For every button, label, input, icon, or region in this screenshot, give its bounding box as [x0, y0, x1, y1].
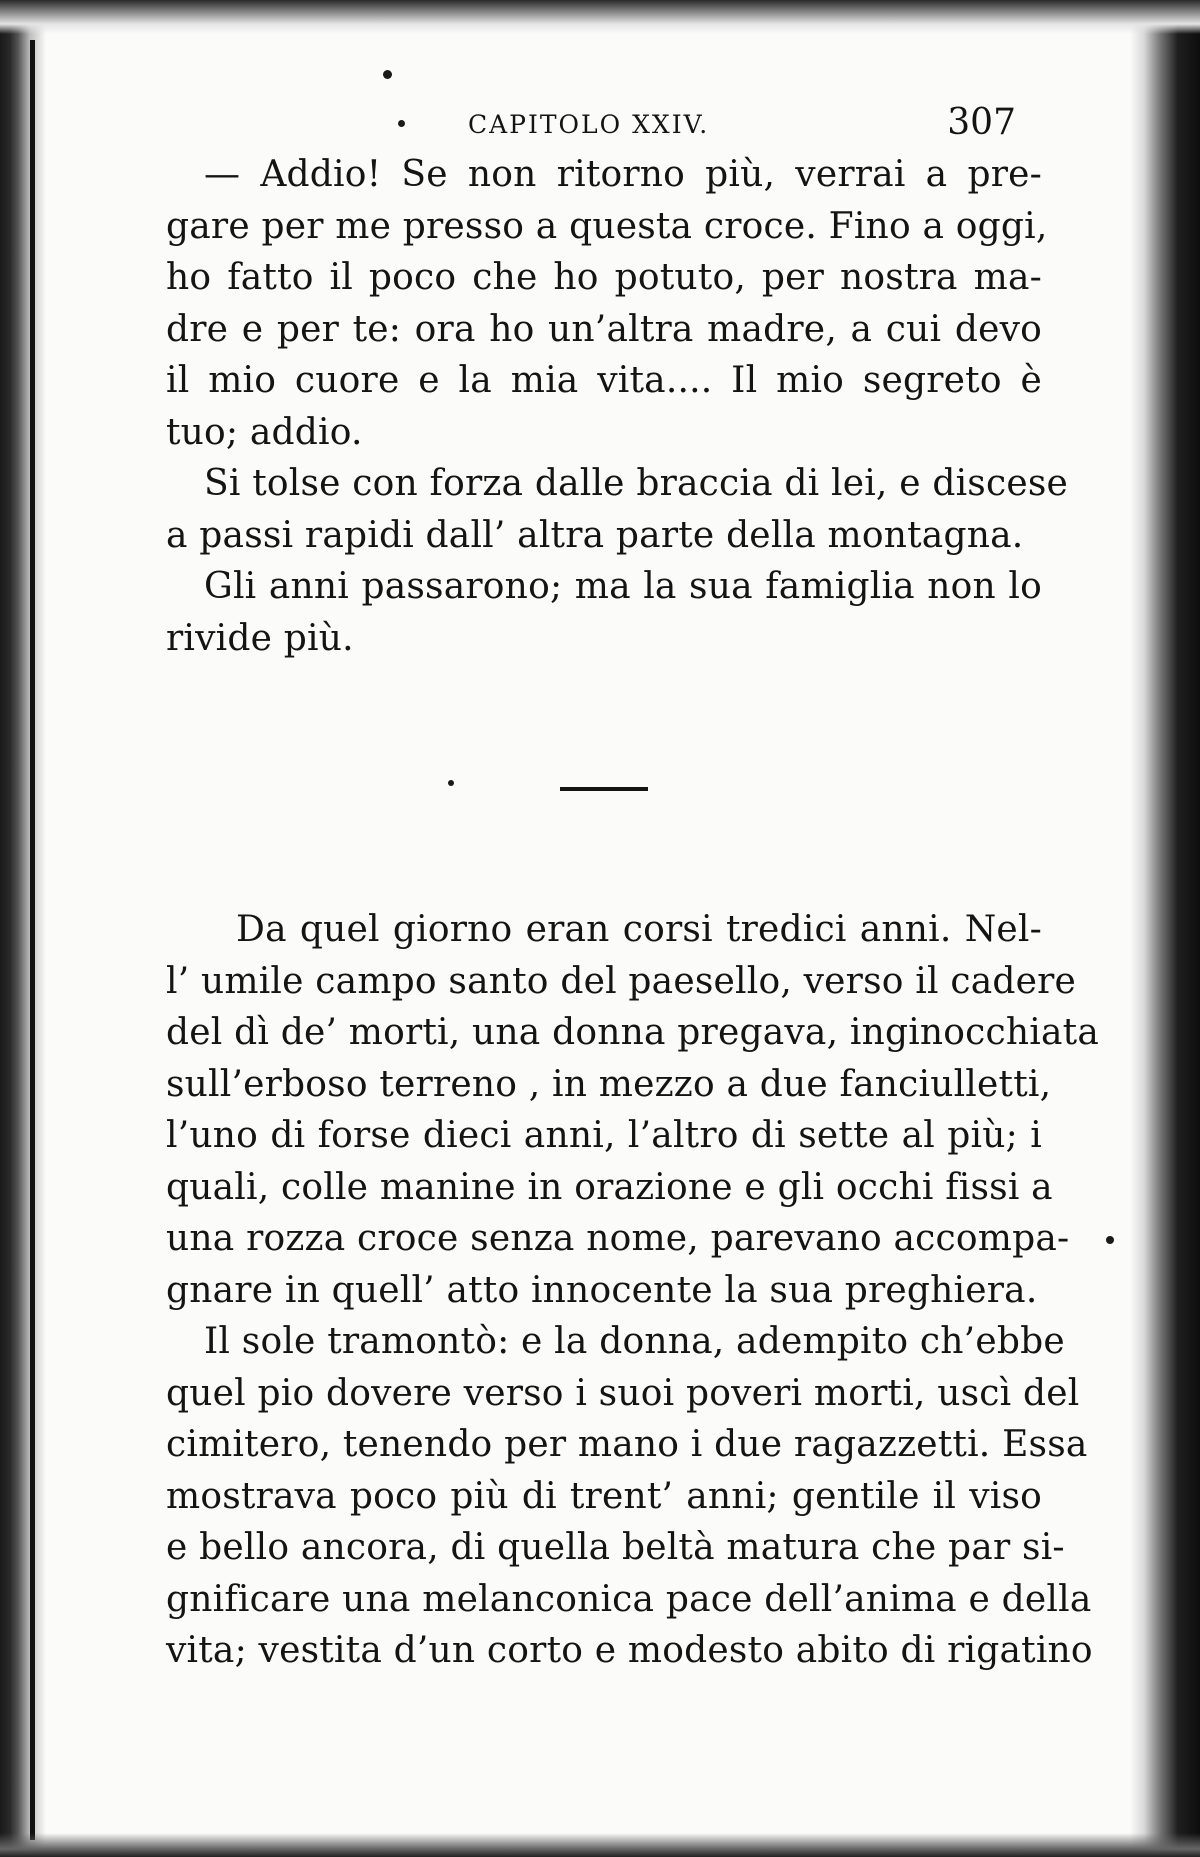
- text-line: cimitero, tenendo per mano i due ragazzetti. Essa: [166, 1424, 1088, 1465]
- ink-speck: [448, 780, 454, 786]
- text-line: Gli anni passarono; ma la sua famiglia non lo: [204, 566, 1042, 607]
- top-scan-edge: [0, 0, 1200, 34]
- text-line: gnificare una melanconica pace dell’anima e della: [166, 1578, 1092, 1620]
- text-line: ho fatto il poco che ho potuto, per nostra ma-: [166, 257, 1042, 298]
- bottom-scan-edge: [0, 1833, 1200, 1857]
- right-binding-edge: [1130, 0, 1200, 1857]
- text-line: l’uno di forse dieci anni, l’altro di sette al più; i: [166, 1115, 1042, 1156]
- text-line: l’ umile campo santo del paesello, verso il cadere: [166, 960, 1077, 1002]
- text-line: del dì de’ morti, una donna pregava, inginocchiata: [166, 1012, 1099, 1053]
- text-section-2: [166, 904, 1099, 1677]
- text-line: a passi rapidi dall’ altra parte della montagna.: [166, 514, 1024, 556]
- text-line: mostrava poco più di trent’ anni; gentile il viso: [166, 1475, 1042, 1517]
- text-line: rivide più.: [166, 617, 354, 659]
- ink-speck: [383, 70, 392, 79]
- text-line: tuo; addio.: [166, 411, 363, 453]
- text-line: una rozza croce senza nome, parevano accompa-: [166, 1218, 1070, 1259]
- page-number: 307: [947, 102, 1016, 143]
- section-separator-rule: [560, 787, 648, 791]
- page-header: [166, 100, 1042, 150]
- text-line: gare per me presso a questa croce. Fino a oggi,: [166, 205, 1048, 247]
- text-line: il mio cuore e la mia vita.... Il mio segreto è: [166, 360, 1042, 401]
- running-head: CAPITOLO XXIV.: [468, 110, 710, 139]
- text-line: dre e per te: ora ho un’altra madre, a cui devo: [166, 308, 1042, 350]
- text-line: Da quel giorno eran corsi tredici anni. Nel-: [236, 909, 1042, 950]
- text-line: — Addio! Se non ritorno più, verrai a pre-: [204, 154, 1042, 195]
- text-section-1: [166, 149, 1069, 664]
- left-binding-line: [30, 40, 35, 1840]
- text-line: quel pio dovere verso i suoi poveri morti, uscì del: [166, 1372, 1080, 1414]
- text-line: gnare in quell’ atto innocente la sua preghiera.: [166, 1269, 1038, 1311]
- text-line: sull’erboso terreno , in mezzo a due fanciulletti,: [166, 1063, 1052, 1105]
- text-line: Il sole tramontò: e la donna, adempito ch’ebbe: [204, 1321, 1065, 1362]
- text-line: Si tolse con forza dalle braccia di lei, e discese: [204, 463, 1069, 504]
- text-line: vita; vestita d’un corto e modesto abito di rigatino: [166, 1630, 1093, 1671]
- left-binding-edge: [0, 0, 46, 1857]
- text-line: quali, colle manine in orazione e gli occhi fissi a: [166, 1166, 1053, 1208]
- ink-speck: [1106, 1236, 1114, 1244]
- text-line: e bello ancora, di quella beltà matura che par si-: [166, 1527, 1065, 1568]
